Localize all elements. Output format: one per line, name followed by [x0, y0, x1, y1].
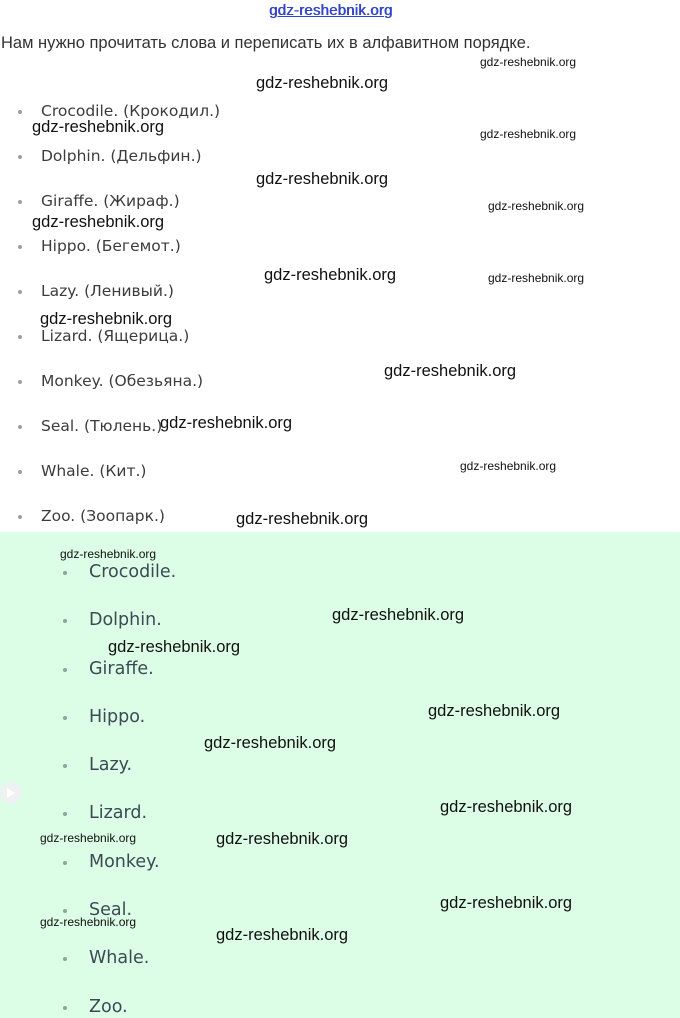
list-item-text: Monkey. (Обезьяна.) [41, 372, 204, 390]
list-item-text: Hippo. (Бегемот.) [41, 237, 181, 255]
bullet-icon [63, 716, 67, 720]
watermark: gdz-reshebnik.org [440, 894, 573, 912]
bullet-icon [63, 861, 67, 865]
watermark: gdz-reshebnik.org [32, 213, 165, 231]
watermark: gdz-reshebnik.org [428, 702, 561, 720]
answer-item-text: Giraffe. [89, 658, 154, 679]
list-item-text: Giraffe. (Жираф.) [41, 192, 180, 210]
answer-item-text: Zoo. [89, 996, 128, 1017]
answer-item-text: Dolphin. [89, 610, 162, 631]
watermark: gdz-reshebnik.org [480, 55, 577, 69]
watermark: gdz-reshebnik.org [32, 118, 165, 136]
watermark: gdz-reshebnik.org [460, 459, 557, 473]
watermark: gdz-reshebnik.org [216, 830, 349, 848]
answer-item-text: Hippo. [89, 706, 146, 727]
watermark: gdz-reshebnik.org [204, 734, 337, 752]
answer-item-text: Monkey. [89, 851, 160, 872]
bullet-icon [18, 290, 22, 294]
watermark: gdz-reshebnik.org [256, 74, 389, 92]
watermark: gdz-reshebnik.org [216, 926, 349, 944]
site-link[interactable]: gdz-reshebnik.org [269, 2, 393, 19]
list-item-text: Dolphin. (Дельфин.) [41, 147, 202, 165]
bullet-icon [63, 812, 67, 816]
watermark: gdz-reshebnik.org [264, 266, 397, 284]
list-item-text: Lizard. (Ящерица.) [41, 327, 190, 345]
task-instruction: Нам нужно прочитать слова и переписать их в алфавитном порядке. [1, 34, 531, 52]
watermark: gdz-reshebnik.org [40, 915, 137, 929]
answer-box [0, 532, 680, 1018]
list-item-text: Crocodile. (Крокодил.) [41, 102, 221, 120]
bullet-icon [18, 425, 22, 429]
bullet-icon [63, 1006, 67, 1010]
play-icon[interactable] [0, 782, 22, 804]
answer-item [0, 934, 176, 982]
list-item [0, 359, 220, 404]
list-item-text: Seal. (Тюлень.) [41, 417, 163, 435]
watermark: gdz-reshebnik.org [488, 199, 585, 213]
answer-list [0, 548, 176, 1018]
list-item-text: Zoo. (Зоопарк.) [41, 507, 165, 525]
list-item-text: Lazy. (Ленивый.) [41, 282, 174, 300]
watermark: gdz-reshebnik.org [384, 362, 517, 380]
watermark: gdz-reshebnik.org [236, 510, 369, 528]
watermark: gdz-reshebnik.org [160, 414, 293, 432]
watermark: gdz-reshebnik.org [108, 638, 241, 656]
bullet-icon [18, 245, 22, 249]
bullet-icon [18, 335, 22, 339]
bullet-icon [63, 668, 67, 672]
list-item [0, 269, 220, 314]
answer-item-text: Crocodile. [89, 562, 177, 582]
watermark: gdz-reshebnik.org [480, 127, 577, 141]
bullet-icon [63, 909, 67, 913]
bullet-icon [63, 571, 67, 575]
bullet-icon [63, 764, 67, 768]
answer-item-text: Lazy. [89, 755, 133, 776]
list-item-text: Whale. (Кит.) [41, 462, 147, 480]
watermark: gdz-reshebnik.org [40, 310, 173, 328]
bullet-icon [63, 957, 67, 961]
bullet-icon [18, 155, 22, 159]
watermark: gdz-reshebnik.org [256, 170, 389, 188]
answer-item-text: Seal. [89, 900, 133, 921]
bullet-icon [63, 619, 67, 623]
watermark: gdz-reshebnik.org [60, 547, 157, 561]
bullet-icon [18, 200, 22, 204]
list-item [0, 134, 220, 179]
watermark: gdz-reshebnik.org [40, 831, 137, 845]
answer-item-text: Lizard. [89, 803, 148, 824]
watermark: gdz-reshebnik.org [488, 271, 585, 285]
answer-item [0, 741, 176, 789]
answer-item [0, 693, 176, 741]
answer-item [0, 838, 176, 886]
bullet-icon [18, 380, 22, 384]
bullet-icon [18, 110, 22, 114]
bullet-icon [18, 470, 22, 474]
bullet-icon [18, 515, 22, 519]
list-item [0, 449, 220, 494]
answer-item-text: Whale. [89, 948, 150, 969]
watermark: gdz-reshebnik.org [440, 798, 573, 816]
answer-item [0, 983, 176, 1018]
watermark: gdz-reshebnik.org [332, 606, 465, 624]
